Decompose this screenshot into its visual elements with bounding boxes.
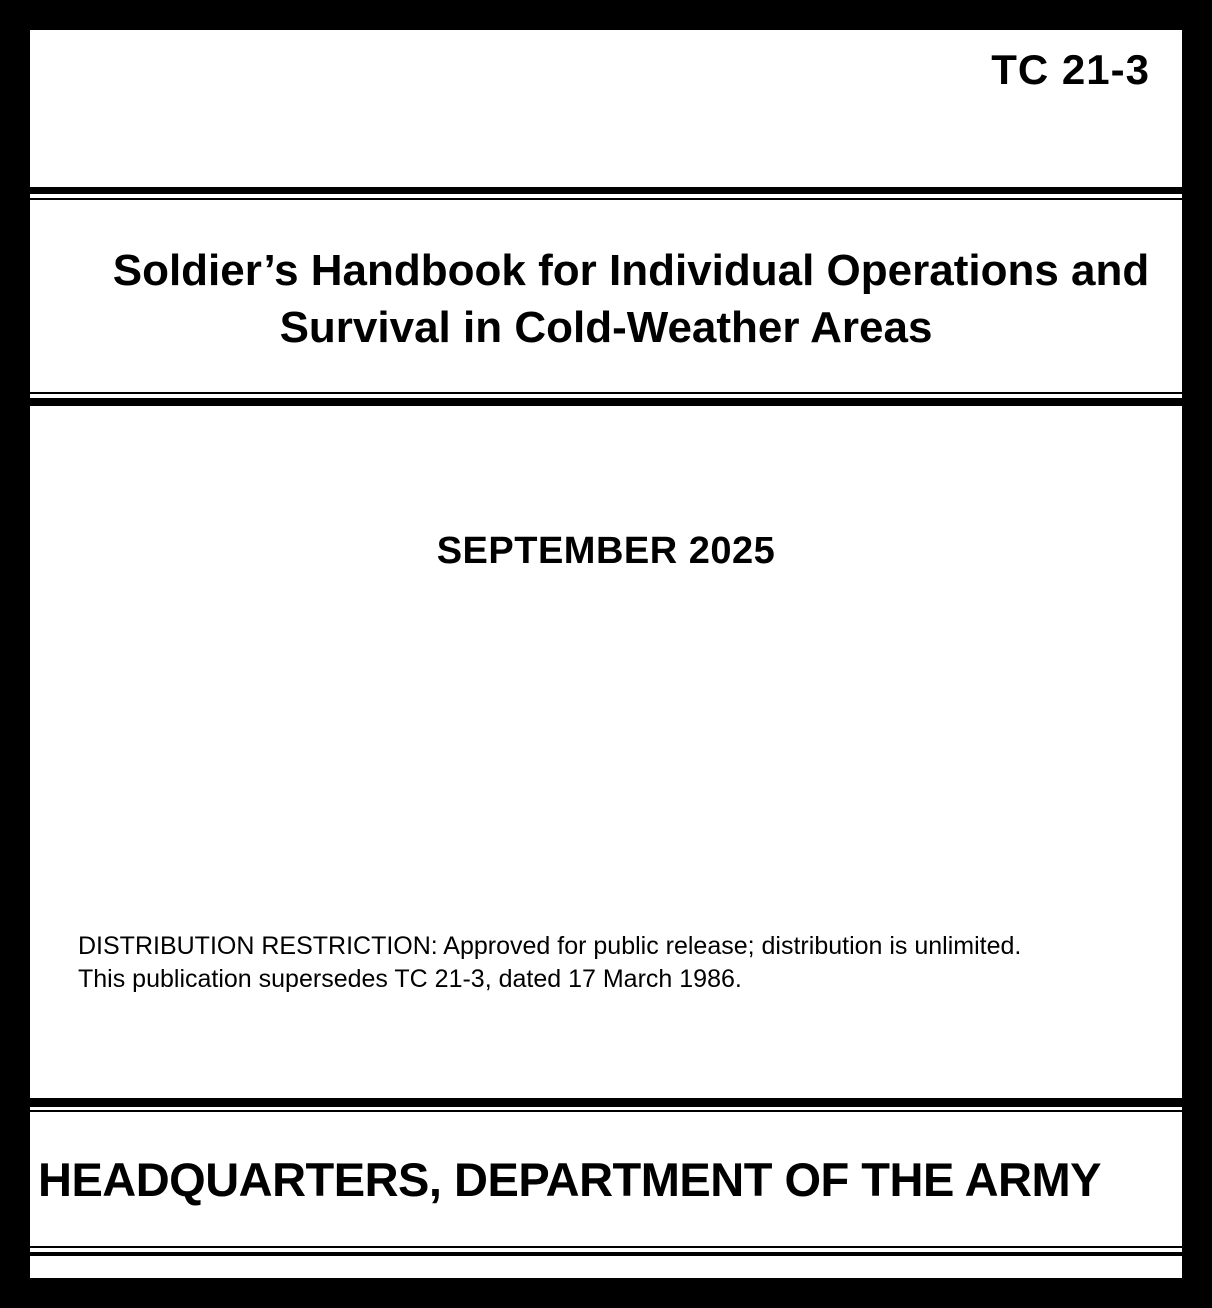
- rule-thick-3: [30, 1098, 1182, 1107]
- supersedes-note: This publication supersedes TC 21-3, dated 17 March 1986.: [78, 965, 742, 993]
- body-section: [30, 406, 1182, 1098]
- distribution-statement: [78, 930, 1021, 996]
- footer-section: [30, 1112, 1182, 1246]
- rule-thick-4: [30, 1252, 1182, 1256]
- title-line-2: Survival in Cold-Weather Areas: [279, 303, 933, 352]
- issuing-agency: HEADQUARTERS, DEPARTMENT OF THE ARMY: [38, 1153, 1101, 1206]
- doc-number: TC 21-3: [991, 46, 1150, 93]
- document-cover: [30, 30, 1182, 1278]
- rule-thin-2: [30, 392, 1182, 394]
- rule-thick-1: [30, 187, 1182, 194]
- rule-thin-4: [30, 1246, 1182, 1248]
- title-line-1: Soldier’s Handbook for Individual Operations and: [112, 246, 1150, 295]
- distribution-restriction: DISTRIBUTION RESTRICTION: Approved for public release; distribution is unlimited.: [78, 932, 1022, 960]
- publication-date: SEPTEMBER 2025: [436, 530, 776, 572]
- doc-number-section: [30, 30, 1182, 187]
- title-section: [30, 200, 1182, 392]
- rule-thick-2: [30, 398, 1182, 406]
- document-title: [30, 242, 1182, 356]
